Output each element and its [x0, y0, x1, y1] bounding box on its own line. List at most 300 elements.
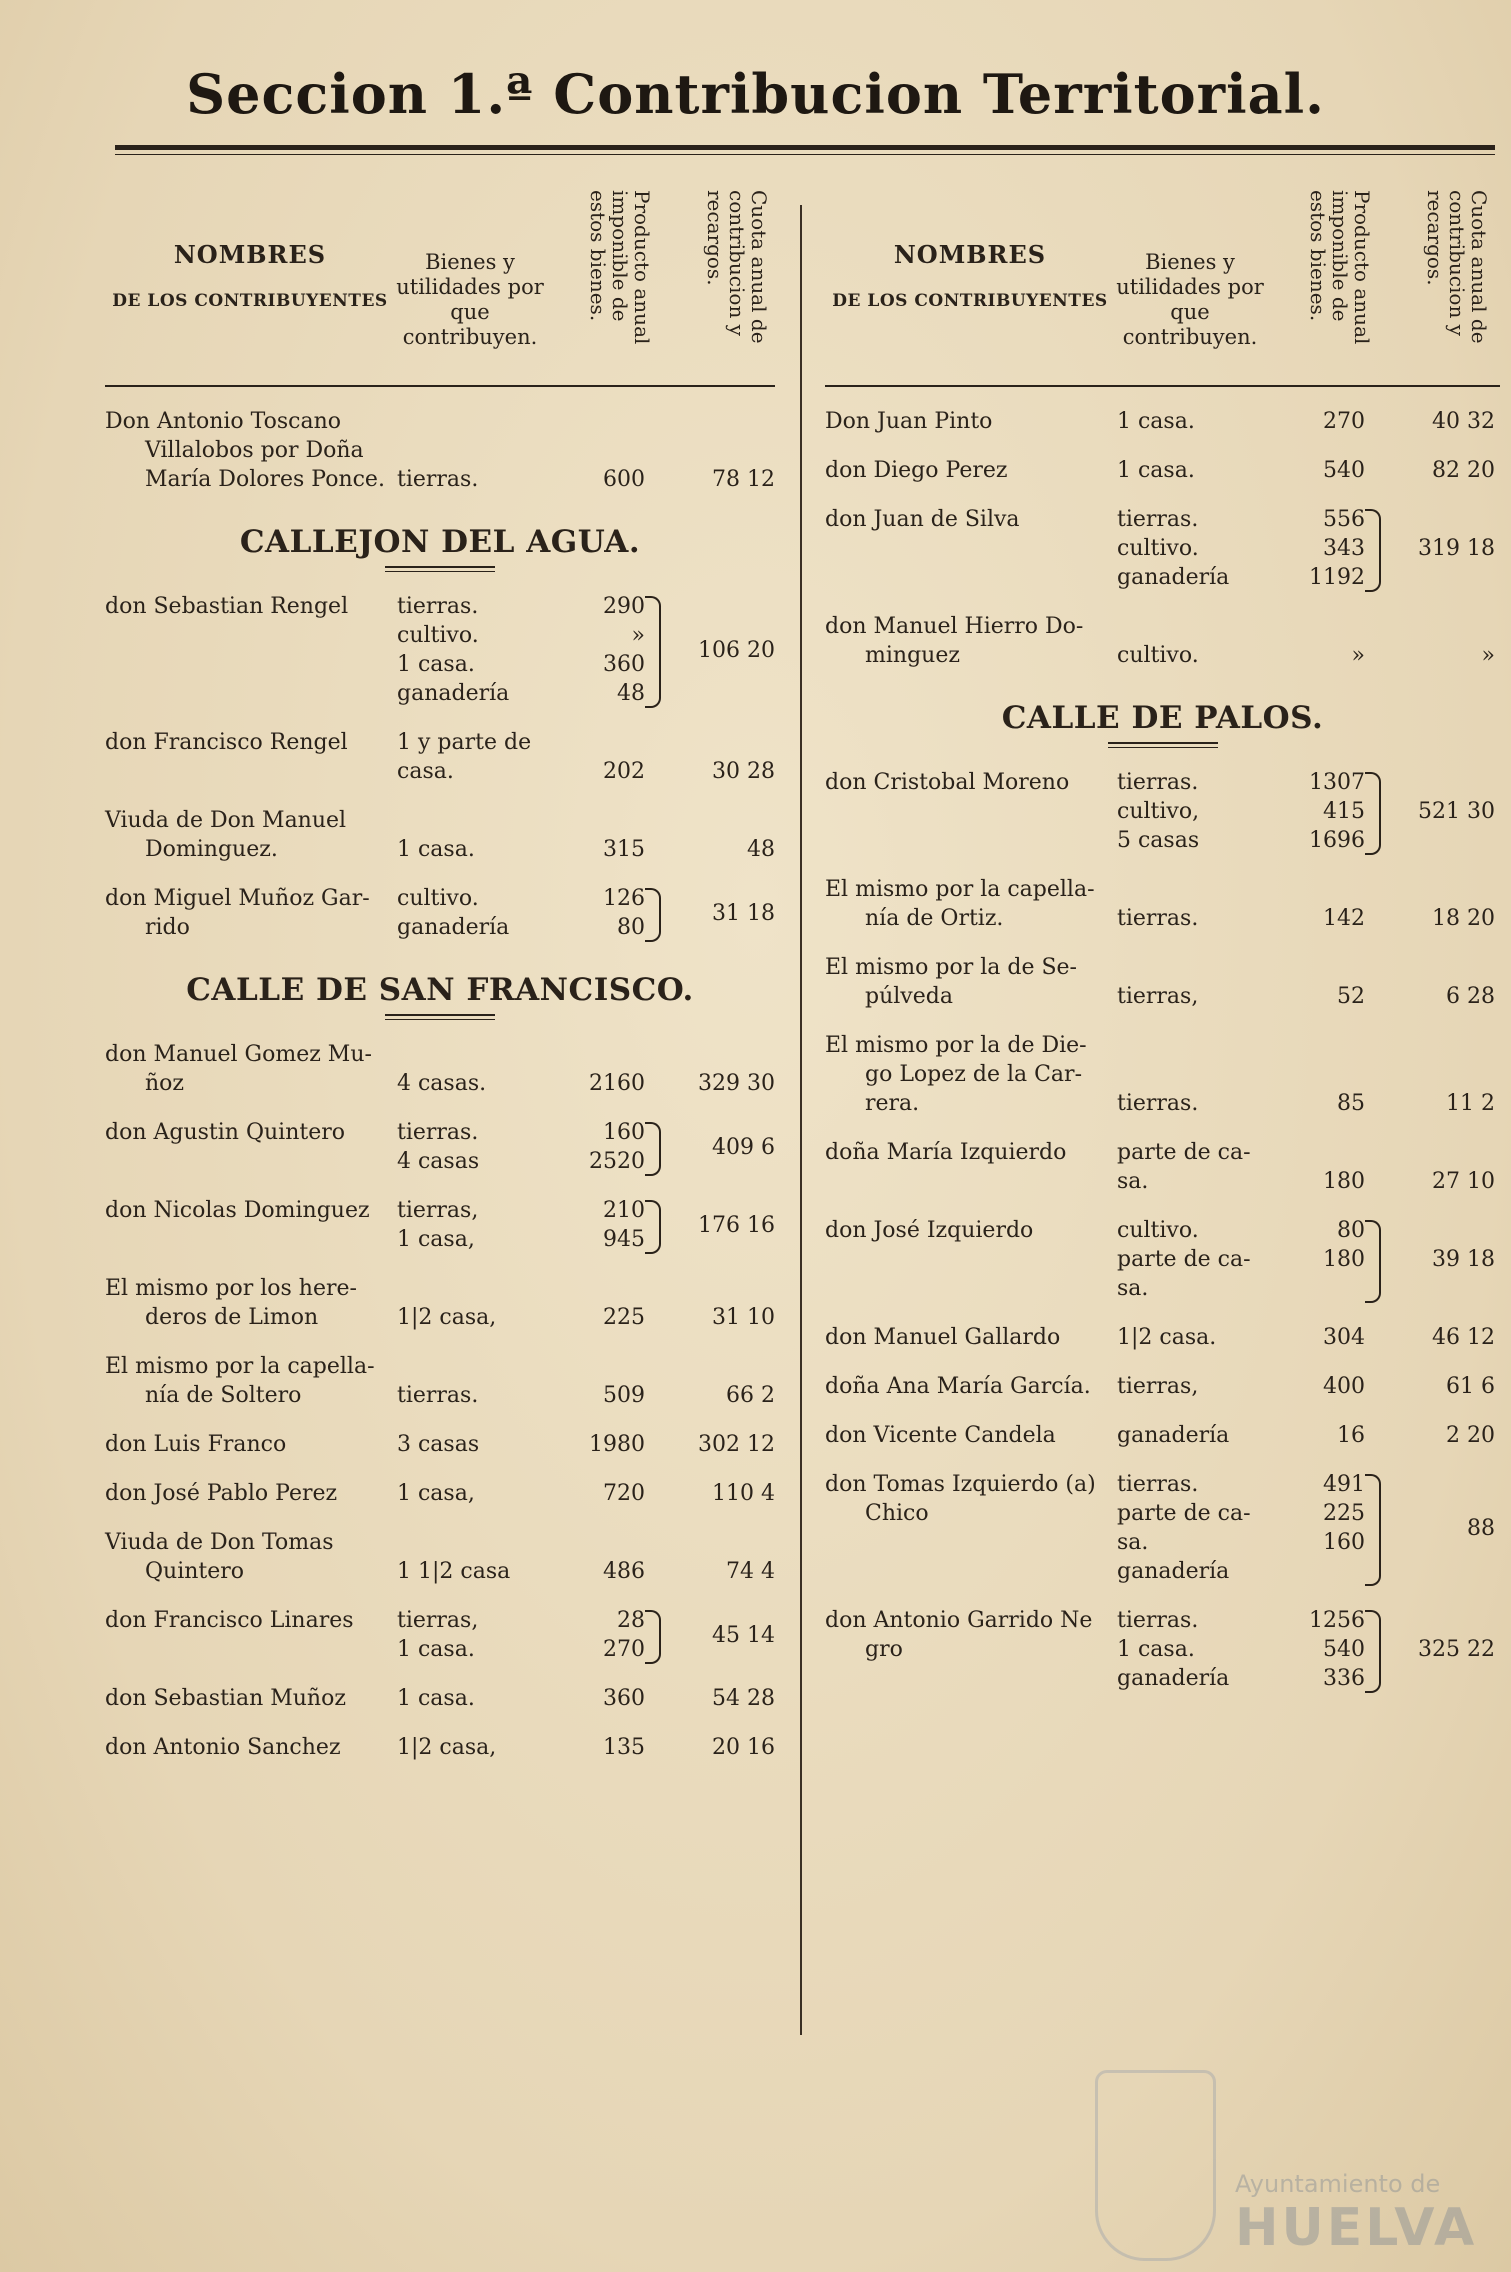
- bienes-line: tierras,: [1117, 1374, 1199, 1399]
- cuota-value: 106 20: [698, 637, 775, 663]
- header-names-title: NOMBRES: [173, 240, 327, 269]
- entry: [105, 1684, 775, 1713]
- producto-value: 1696: [1309, 828, 1365, 853]
- cuota-value: 302 12: [698, 1432, 775, 1457]
- producto-cell: [550, 1118, 645, 1176]
- producto-value: 180: [1323, 1169, 1365, 1194]
- producto-value: 304: [1323, 1325, 1365, 1350]
- bienes-cell: [1117, 768, 1277, 855]
- cuota-value: 66 2: [726, 1383, 775, 1408]
- contributor-name-line: gro: [865, 1637, 903, 1662]
- contributor-name-line: deros de Limon: [145, 1305, 319, 1330]
- contributor-name-line: don Sebastian Muñoz: [105, 1686, 346, 1711]
- bienes-cell: [1117, 904, 1277, 933]
- cuota-value: »: [1481, 643, 1495, 668]
- producto-value: 48: [617, 681, 645, 706]
- header-names: [105, 240, 395, 311]
- street-rule: [385, 566, 495, 572]
- entry: [825, 612, 1500, 670]
- street-heading: CALLEJON DEL AGUA.: [239, 524, 641, 560]
- producto-cell: [1270, 1606, 1365, 1693]
- producto-cell: [550, 1733, 645, 1762]
- bienes-line: sa.: [1117, 1530, 1149, 1555]
- cuota-value: 325 22: [1418, 1637, 1495, 1662]
- entry: [825, 407, 1500, 436]
- producto-cell: [550, 1684, 645, 1713]
- cuota-value: 31 18: [712, 900, 775, 926]
- producto-cell: [550, 1303, 645, 1332]
- contributor-name: [825, 1323, 1115, 1352]
- contributor-name-line: nía de Soltero: [145, 1383, 302, 1408]
- entry: [105, 884, 775, 942]
- bienes-line: 1 casa.: [397, 1686, 475, 1711]
- header-producto: Producto anual imponible de estos bienes.: [1306, 190, 1374, 345]
- producto-value: 142: [1323, 906, 1365, 931]
- table-header-right: [825, 170, 1500, 387]
- bienes-cell: [397, 884, 557, 942]
- cuota-value: 61 6: [1446, 1374, 1495, 1399]
- contributor-name: [105, 1528, 395, 1586]
- contributor-name-line: don Miguel Muñoz Gar-: [105, 886, 370, 911]
- entry: [825, 1606, 1500, 1693]
- contributor-name: [105, 1040, 395, 1098]
- producto-cell: [1270, 1323, 1365, 1352]
- producto-value: 2160: [589, 1071, 645, 1096]
- producto-value: »: [631, 623, 645, 648]
- bienes-line: 1 casa,: [397, 1481, 475, 1506]
- contributor-name-line: don Antonio Garrido Ne: [825, 1608, 1093, 1633]
- cuota-value: 521 30: [1418, 799, 1495, 824]
- bienes-cell: [397, 1118, 557, 1176]
- watermark-line2: HUELVA: [1235, 2198, 1478, 2258]
- bienes-cell: [1117, 1421, 1277, 1450]
- entry: [825, 505, 1500, 592]
- producto-value: 80: [1337, 1218, 1365, 1243]
- producto-value: 202: [603, 759, 645, 784]
- cuota-value: 31 10: [712, 1305, 775, 1330]
- entry: [105, 806, 775, 864]
- producto-value: 28: [617, 1608, 645, 1633]
- bienes-line: 1 casa.: [1117, 458, 1195, 483]
- contributor-name-line: don Antonio Sanchez: [105, 1735, 341, 1760]
- producto-value: 126: [603, 886, 645, 911]
- bienes-line: 1 casa,: [397, 1227, 475, 1252]
- cuota-value: 409 6: [712, 1134, 775, 1160]
- contributor-name-line: doña Ana María García.: [825, 1374, 1091, 1399]
- producto-value: 343: [1323, 536, 1365, 561]
- header-names-title: NOMBRES: [893, 240, 1047, 269]
- contributor-name-line: María Dolores Ponce.: [145, 467, 385, 492]
- bienes-line: cultivo.: [1117, 536, 1199, 561]
- producto-value: 270: [603, 1637, 645, 1662]
- contributor-name-line: El mismo por la capella-: [105, 1354, 375, 1379]
- title-rule-thin: [115, 154, 1495, 155]
- bienes-cell: [397, 592, 557, 708]
- producto-value: 720: [603, 1481, 645, 1506]
- contributor-name: [825, 1421, 1115, 1450]
- contributor-name: [825, 768, 1115, 797]
- bienes-line: 1 casa.: [397, 837, 475, 862]
- bienes-line: cultivo.: [1117, 643, 1199, 668]
- contributor-name: [105, 1684, 395, 1713]
- producto-value: 225: [1323, 1501, 1365, 1526]
- cuota-value: 82 20: [1432, 458, 1495, 483]
- entry: [105, 1479, 775, 1508]
- table-header-left: [105, 170, 775, 387]
- entry: [825, 768, 1500, 855]
- entry: [825, 1031, 1500, 1118]
- contributor-name-line: El mismo por la de Se-: [825, 955, 1077, 980]
- contributor-name-line: ñoz: [145, 1071, 185, 1096]
- producto-value: 336: [1323, 1666, 1365, 1691]
- bienes-line: tierras.: [1117, 1608, 1199, 1633]
- producto-cell: [1270, 407, 1365, 436]
- producto-value: 400: [1323, 1374, 1365, 1399]
- contributor-name-line: don Agustin Quintero: [105, 1120, 345, 1145]
- grouping-brace: [645, 596, 661, 708]
- producto-value: 160: [603, 1120, 645, 1145]
- header-producto: Producto anual imponible de estos bienes.: [586, 190, 654, 345]
- producto-value: »: [1351, 643, 1365, 668]
- entry: [105, 1352, 775, 1410]
- bienes-cell: [397, 1196, 557, 1254]
- contributor-name: [105, 592, 395, 621]
- bienes-cell: [397, 1557, 557, 1586]
- contributor-name-line: don Manuel Gomez Mu-: [105, 1042, 372, 1067]
- header-bienes: Bienes y utilidades por que contribuyen.: [1116, 250, 1264, 349]
- bienes-line: tierras.: [397, 594, 479, 619]
- bienes-line: 1 casa.: [397, 652, 475, 677]
- grouping-brace: [1365, 1610, 1381, 1693]
- producto-cell: [1270, 1089, 1365, 1118]
- producto-value: 180: [1323, 1247, 1365, 1272]
- producto-value: 540: [1323, 458, 1365, 483]
- entry: [825, 953, 1500, 1011]
- cuota-value: 48: [747, 837, 775, 862]
- grouping-brace: [1365, 1220, 1381, 1303]
- contributor-name: [825, 1606, 1115, 1664]
- producto-value: 2520: [589, 1149, 645, 1174]
- right-column: [825, 170, 1500, 1693]
- cuota-value: 176 16: [698, 1212, 775, 1238]
- contributor-name: [825, 1031, 1115, 1118]
- contributor-name-line: Viuda de Don Tomas: [105, 1530, 334, 1555]
- contributor-name: [825, 505, 1115, 534]
- entry: [105, 1274, 775, 1332]
- bienes-cell: [397, 1479, 557, 1508]
- bienes-line: 1 y parte de: [397, 730, 532, 755]
- bienes-line: ganadería: [397, 915, 510, 940]
- cuota-value: 329 30: [698, 1071, 775, 1096]
- header-names-subtitle: DE LOS CONTRIBUYENTES: [112, 291, 388, 311]
- contributor-name: [825, 1216, 1115, 1245]
- bienes-line: tierras.: [1117, 1472, 1199, 1497]
- contributor-name: [825, 875, 1115, 933]
- grouping-brace: [645, 1122, 661, 1176]
- bienes-line: tierras.: [397, 467, 479, 492]
- bienes-line: parte de ca-: [1117, 1140, 1251, 1165]
- producto-cell: [550, 1381, 645, 1410]
- bienes-line: casa.: [397, 759, 454, 784]
- bienes-cell: [397, 1381, 557, 1410]
- coat-of-arms-icon: [1095, 2070, 1216, 2261]
- bienes-line: 4 casas: [397, 1149, 480, 1174]
- producto-cell: [550, 1430, 645, 1459]
- producto-value: 600: [603, 467, 645, 492]
- bienes-cell: [1117, 1372, 1277, 1401]
- contributor-name-line: Dominguez.: [145, 837, 278, 862]
- entry: [825, 456, 1500, 485]
- contributor-name: [105, 1479, 395, 1508]
- contributor-name-line: don Manuel Hierro Do-: [825, 614, 1084, 639]
- cuota-value: 20 16: [712, 1735, 775, 1760]
- producto-value: 360: [603, 652, 645, 677]
- producto-value: 486: [603, 1559, 645, 1584]
- cuota-value: 40 32: [1432, 409, 1495, 434]
- producto-value: 135: [603, 1735, 645, 1760]
- bienes-cell: [397, 1069, 557, 1098]
- producto-cell: [1270, 641, 1365, 670]
- bienes-cell: [1117, 1216, 1277, 1303]
- bienes-line: tierras.: [1117, 770, 1199, 795]
- producto-cell: [550, 757, 645, 786]
- street-heading: CALLE DE PALOS.: [1001, 700, 1324, 736]
- bienes-cell: [397, 1733, 557, 1762]
- producto-cell: [1270, 1470, 1365, 1557]
- header-cuota: Cuota anual de contribucion y recargos.: [703, 190, 771, 344]
- bienes-line: 1 1|2 casa: [397, 1559, 511, 1584]
- contributor-name-line: don Francisco Linares: [105, 1608, 354, 1633]
- contributor-name: [105, 407, 395, 494]
- bienes-line: parte de ca-: [1117, 1501, 1251, 1526]
- contributor-name-line: doña María Izquierdo: [825, 1140, 1067, 1165]
- bienes-cell: [1117, 1138, 1277, 1196]
- street-heading: CALLE DE SAN FRANCISCO.: [186, 972, 694, 1008]
- contributor-name-line: don José Pablo Perez: [105, 1481, 338, 1506]
- bienes-line: tierras,: [397, 1198, 479, 1223]
- bienes-line: cultivo.: [397, 623, 479, 648]
- producto-cell: [550, 835, 645, 864]
- bienes-line: 1 casa.: [1117, 1637, 1195, 1662]
- contributor-name-line: rera.: [865, 1091, 920, 1116]
- bienes-cell: [397, 1303, 557, 1332]
- producto-value: 80: [617, 915, 645, 940]
- bienes-line: parte de ca-: [1117, 1247, 1251, 1272]
- grouping-brace: [645, 1610, 661, 1664]
- bienes-line: tierras.: [397, 1120, 479, 1145]
- bienes-line: 5 casas: [1117, 828, 1200, 853]
- contributor-name: [825, 407, 1115, 436]
- producto-cell: [1270, 904, 1365, 933]
- producto-cell: [550, 884, 645, 942]
- bienes-cell: [1117, 1323, 1277, 1352]
- entry: [825, 875, 1500, 933]
- contributor-name-line: don Cristobal Moreno: [825, 770, 1070, 795]
- bienes-line: cultivo,: [1117, 799, 1200, 824]
- producto-value: 160: [1323, 1530, 1365, 1555]
- cuota-value: 18 20: [1432, 906, 1495, 931]
- cuota-value: 11 2: [1446, 1091, 1495, 1116]
- contributor-name-line: rido: [145, 915, 190, 940]
- bienes-cell: [1117, 1470, 1277, 1586]
- contributor-name: [105, 1118, 395, 1147]
- bienes-line: tierras.: [1117, 507, 1199, 532]
- entry: [105, 1040, 775, 1098]
- contributor-name-line: go Lopez de la Car-: [865, 1062, 1083, 1087]
- contributor-name-line: minguez: [865, 643, 960, 668]
- bienes-line: tierras.: [1117, 906, 1199, 931]
- bienes-line: 1|2 casa.: [1117, 1325, 1217, 1350]
- bienes-line: 1 casa.: [1117, 409, 1195, 434]
- entry: [825, 1138, 1500, 1196]
- contributor-name: [825, 1470, 1115, 1528]
- producto-cell: [550, 1479, 645, 1508]
- cuota-value: 45 14: [712, 1622, 775, 1648]
- producto-value: 85: [1337, 1091, 1365, 1116]
- entry: [105, 1606, 775, 1664]
- contributor-name: [825, 612, 1115, 670]
- producto-value: 540: [1323, 1637, 1365, 1662]
- producto-cell: [550, 1069, 645, 1098]
- bienes-line: ganadería: [397, 681, 510, 706]
- contributor-name: [825, 456, 1115, 485]
- bienes-line: 1 casa.: [397, 1637, 475, 1662]
- bienes-line: ganadería: [1117, 565, 1230, 590]
- bienes-line: sa.: [1117, 1169, 1149, 1194]
- grouping-brace: [1365, 772, 1381, 855]
- entry: [825, 1323, 1500, 1352]
- entry: [105, 728, 775, 786]
- header-names: [825, 240, 1115, 311]
- street-rule: [385, 1014, 495, 1020]
- contributor-name: [105, 1352, 395, 1410]
- producto-cell: [550, 592, 645, 708]
- page-title: Seccion 1.ª Contribucion Territorial.: [186, 62, 1325, 126]
- bienes-cell: [1117, 456, 1277, 485]
- contributor-name: [105, 1430, 395, 1459]
- producto-value: 290: [603, 594, 645, 619]
- contributor-name-line: don Juan de Silva: [825, 507, 1020, 532]
- contributor-name: [105, 1733, 395, 1762]
- cuota-value: 319 18: [1418, 536, 1495, 561]
- bienes-line: cultivo.: [397, 886, 479, 911]
- producto-cell: [550, 1606, 645, 1664]
- contributor-name-line: Don Antonio Toscano: [105, 409, 341, 434]
- producto-value: 491: [1323, 1472, 1365, 1497]
- bienes-line: 3 casas: [397, 1432, 480, 1457]
- contributor-name-line: Viuda de Don Manuel: [105, 808, 347, 833]
- producto-value: 225: [603, 1305, 645, 1330]
- bienes-line: ganadería: [1117, 1559, 1230, 1584]
- cuota-value: 30 28: [712, 759, 775, 784]
- entry: [105, 407, 775, 494]
- cuota-value: 74 4: [726, 1559, 775, 1584]
- watermark-line1: Ayuntamiento de: [1235, 2170, 1441, 2198]
- contributor-name-line: Quintero: [145, 1559, 245, 1584]
- contributor-name-line: púlveda: [865, 984, 953, 1009]
- contributor-name-line: don Francisco Rengel: [105, 730, 348, 755]
- contributor-name: [825, 1372, 1115, 1401]
- contributor-name-line: Villalobos por Doña: [145, 438, 364, 463]
- bienes-cell: [397, 1684, 557, 1713]
- cuota-value: 78 12: [712, 467, 775, 492]
- grouping-brace: [645, 888, 661, 942]
- contributor-name-line: don Luis Franco: [105, 1432, 287, 1457]
- contributor-name: [105, 884, 395, 942]
- producto-cell: [1270, 768, 1365, 855]
- producto-value: 509: [603, 1383, 645, 1408]
- contributor-name: [105, 1606, 395, 1635]
- bienes-cell: [1117, 1089, 1277, 1118]
- contributor-name-line: El mismo por los here-: [105, 1276, 357, 1301]
- grouping-brace: [645, 1200, 661, 1254]
- producto-cell: [1270, 982, 1365, 1011]
- bienes-cell: [1117, 407, 1277, 436]
- producto-value: 415: [1323, 799, 1365, 824]
- entry: [105, 1430, 775, 1459]
- bienes-cell: [397, 835, 557, 864]
- cuota-value: 2 20: [1446, 1423, 1495, 1448]
- entry: [825, 1470, 1500, 1586]
- entry: [105, 1118, 775, 1176]
- contributor-name: [105, 728, 395, 757]
- producto-cell: [550, 1196, 645, 1254]
- producto-cell: [1270, 1167, 1365, 1196]
- entry: [825, 1421, 1500, 1450]
- bienes-line: tierras.: [397, 1383, 479, 1408]
- left-column: [105, 170, 775, 1762]
- contributor-name: [105, 1196, 395, 1225]
- entry: [105, 1733, 775, 1762]
- bienes-line: 1|2 casa,: [397, 1305, 497, 1330]
- bienes-cell: [397, 728, 557, 786]
- contributor-name-line: don Vicente Candela: [825, 1423, 1056, 1448]
- producto-value: 16: [1337, 1423, 1365, 1448]
- producto-value: 1192: [1309, 565, 1365, 590]
- producto-value: 556: [1323, 507, 1365, 532]
- producto-value: 1256: [1309, 1608, 1365, 1633]
- producto-cell: [1270, 1421, 1365, 1450]
- contributor-name: [105, 806, 395, 864]
- producto-value: 945: [603, 1227, 645, 1252]
- bienes-line: 1|2 casa,: [397, 1735, 497, 1760]
- contributor-name-line: don José Izquierdo: [825, 1218, 1034, 1243]
- producto-cell: [1270, 1372, 1365, 1401]
- contributor-name: [825, 953, 1115, 1011]
- street-rule: [1108, 742, 1218, 748]
- bienes-line: cultivo.: [1117, 1218, 1199, 1243]
- cuota-value: 54 28: [712, 1686, 775, 1711]
- producto-value: 52: [1337, 984, 1365, 1009]
- entry: [105, 592, 775, 708]
- contributor-name-line: nía de Ortiz.: [865, 906, 1004, 931]
- contributor-name: [825, 1138, 1115, 1167]
- cuota-value: 110 4: [712, 1481, 775, 1506]
- bienes-cell: [1117, 982, 1277, 1011]
- cuota-value: 39 18: [1432, 1247, 1495, 1272]
- cuota-value: 27 10: [1432, 1169, 1495, 1194]
- producto-cell: [550, 1557, 645, 1586]
- producto-value: 270: [1323, 409, 1365, 434]
- cuota-value: 88: [1467, 1515, 1495, 1541]
- header-names-subtitle: DE LOS CONTRIBUYENTES: [832, 291, 1108, 311]
- cuota-value: 46 12: [1432, 1325, 1495, 1350]
- contributor-name-line: Chico: [865, 1501, 929, 1526]
- column-divider: [800, 205, 802, 2035]
- bienes-line: tierras,: [1117, 984, 1199, 1009]
- producto-value: 360: [603, 1686, 645, 1711]
- header-cuota: Cuota anual de contribucion y recargos.: [1423, 190, 1491, 344]
